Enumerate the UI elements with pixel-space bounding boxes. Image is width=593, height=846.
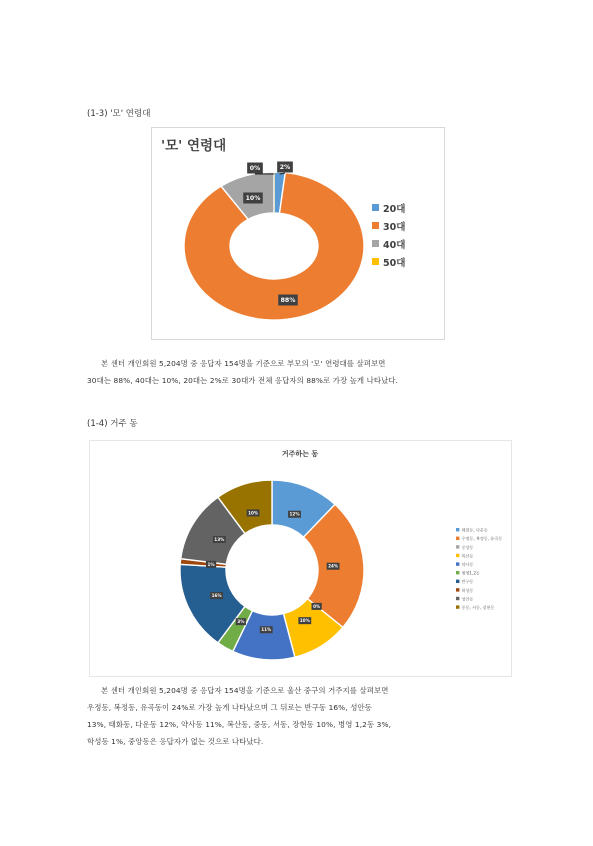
legend-label-3: 중앙동 (461, 544, 474, 550)
legend-swatch-5 (456, 562, 459, 565)
legend-label-8: 학성동 (461, 587, 474, 593)
residence-paragraph-line-3: 13%, 태화동, 다운동 12%, 약사동 11%, 복산동, 중동, 서동, 장현동 10%, 병영 1,2동 3%, (87, 720, 392, 729)
legend-swatch-1 (456, 528, 459, 531)
residence-chart-frame (89, 440, 512, 677)
data-label-5: 11% (261, 627, 272, 633)
mother-age-chart-frame (151, 127, 445, 340)
data-label-1: 12% (289, 511, 300, 517)
legend-swatch-4 (372, 258, 379, 265)
legend-label-2: 30대 (383, 222, 406, 233)
legend-label-7: 반구동 (461, 579, 474, 585)
legend-swatch-9 (456, 597, 459, 600)
legend-swatch-6 (456, 571, 459, 574)
residence-donut-chart (90, 441, 511, 676)
data-label-9: 13% (214, 536, 225, 542)
legend-label-1: 태화동, 다운동 (461, 527, 488, 533)
chart-title: '모' 연령대 (161, 138, 227, 154)
section-heading-mother-age: (1-3) '모' 연령대 (87, 109, 151, 119)
legend-label-6: 병영1,2동 (461, 570, 480, 576)
legend-label-2: 우정동, 복정동, 유곡동 (461, 536, 503, 542)
data-label-8: 1% (207, 561, 215, 567)
legend-swatch-7 (456, 580, 459, 583)
legend-swatch-8 (456, 588, 459, 591)
chart-title: 거주하는 동 (281, 450, 319, 458)
data-label-2: 88% (280, 297, 296, 305)
data-label-3: 0% (313, 603, 321, 609)
legend-swatch-2 (456, 537, 459, 540)
residence-paragraph-line-1: 본 센터 개인회원 5,204명 중 응답자 154명을 기준으로 울산 중구의 거주지를 살펴보면 (101, 686, 389, 695)
legend-label-4: 복산동 (461, 553, 474, 559)
legend-label-4: 50대 (383, 258, 406, 269)
legend-swatch-3 (372, 240, 379, 247)
legend-swatch-10 (456, 605, 459, 608)
legend-swatch-3 (456, 545, 459, 548)
legend-label-3: 40대 (383, 240, 406, 251)
data-label-6: 3% (237, 619, 245, 625)
legend-label-5: 약사동 (461, 562, 474, 567)
legend-swatch-4 (456, 554, 459, 557)
data-label-4: 10% (299, 618, 310, 624)
data-label-4: 0% (249, 165, 261, 173)
mother-age-paragraph-line-2: 30대는 88%, 40대는 10%, 20대는 2%로 30대가 전체 응답자의 88%로 가장 높게 나타났다. (87, 376, 399, 385)
data-label-10: 10% (248, 510, 259, 516)
data-label-3: 10% (245, 195, 261, 203)
data-label-1: 2% (279, 164, 291, 172)
mother-age-donut-chart (152, 128, 444, 339)
mother-age-paragraph-line-1: 본 센터 개인회원 5,204명 중 응답자 154명을 기준으로 부모의 '모' 연령대를 살펴보면 (101, 359, 386, 368)
residence-paragraph-line-2: 우정동, 복정동, 유곡동이 24%로 가장 높게 나타났으며 그 뒤로는 반구동 16%, 성안동 (87, 703, 372, 712)
data-label-2: 24% (328, 563, 339, 569)
legend-swatch-2 (372, 222, 379, 229)
data-label-7: 16% (211, 593, 222, 599)
residence-paragraph-line-4: 학성동 1%, 중앙동은 응답자가 없는 것으로 나타났다. (87, 737, 264, 746)
residence-paragraph (87, 682, 527, 750)
legend-label-1: 20대 (383, 204, 406, 215)
mother-age-paragraph (87, 355, 527, 389)
legend-swatch-1 (372, 204, 379, 211)
section-heading-residence: (1-4) 거주 동 (87, 419, 138, 429)
legend-label-10: 중동, 서동, 장현동 (461, 605, 495, 610)
legend-label-9: 성안동 (461, 596, 474, 602)
